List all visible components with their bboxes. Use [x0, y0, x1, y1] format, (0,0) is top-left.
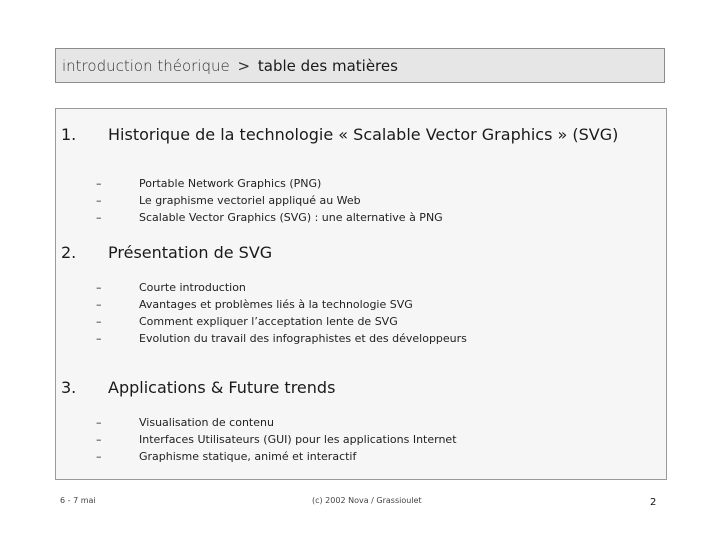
dash-bullet: –: [96, 433, 102, 446]
dash-bullet: –: [96, 332, 102, 345]
footer-copyright: (c) 2002 Nova / Grassioulet: [312, 496, 422, 505]
footer-date: 6 - 7 mai: [60, 496, 96, 505]
section-title: Présentation de SVG: [108, 243, 273, 262]
breadcrumb-current: table des matières: [257, 57, 398, 75]
dash-bullet: –: [96, 315, 102, 328]
section-number: 3.: [61, 378, 77, 397]
page-number: 2: [650, 497, 657, 508]
section-title: Applications & Future trends: [108, 378, 336, 397]
table-of-contents: 1. Historique de la technologie « Scalable Vector Graphics » (SVG) – Portable Network Graphics (PNG) – Le graphisme vectoriel appliqué au Web – Scalable Vector Graphics (SVG) : une alternative à PNG 2. Présentation de SVG – Courte introduction – Avantages et problèmes liés à la technologie SVG – Comment expliquer l’acceptation lente de SVG – Evolution du travail des infographistes et des développeurs 3. Applications & Future trends – Visualisation de contenu – Interfaces Utilisateurs (GUI) pour les applications Internet – Graphisme statique, animé et interactif: [55, 108, 667, 480]
dash-bullet: –: [96, 416, 102, 429]
dash-bullet: –: [96, 298, 102, 311]
section-number: 2.: [61, 243, 77, 262]
dash-bullet: –: [96, 177, 102, 190]
dash-bullet: –: [96, 281, 102, 294]
section-title: Historique de la technologie « Scalable Vector Graphics » (SVG): [108, 125, 619, 144]
dash-bullet: –: [96, 450, 102, 463]
dash-bullet: –: [96, 194, 102, 207]
breadcrumb-parent: introduction théorique: [62, 57, 230, 75]
dash-bullet: –: [96, 211, 102, 224]
slide-header: [55, 48, 665, 83]
breadcrumb-separator: >: [237, 57, 251, 75]
section-number: 1.: [61, 125, 77, 144]
